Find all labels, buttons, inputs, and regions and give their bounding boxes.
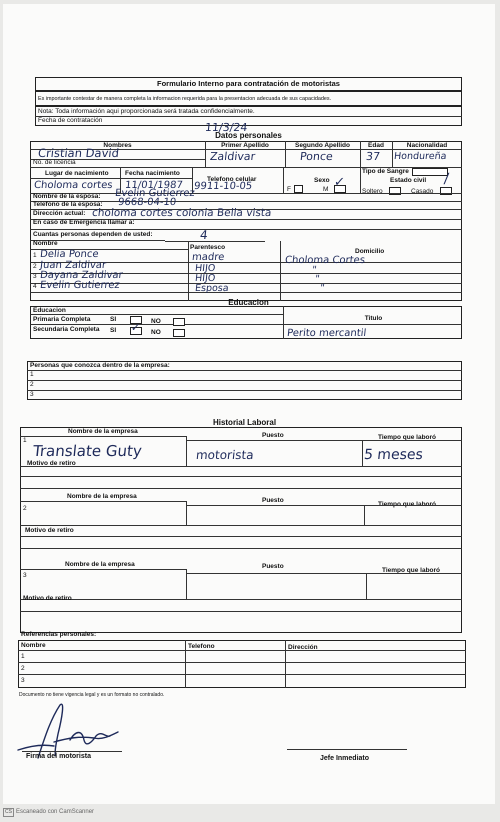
age-value[interactable]: 37 [365, 150, 381, 163]
personal-section-title: Datos personales [215, 131, 282, 140]
row-line [283, 324, 462, 325]
first-surname-header: Primer Apellido [221, 142, 269, 149]
first-surname-value[interactable]: Zaldivar [209, 150, 256, 163]
row-line [20, 476, 462, 477]
dependent-relationship[interactable]: HIJO [194, 273, 216, 284]
supervisor-label: Jefe Inmediato [320, 755, 370, 762]
company-header: Nombre de la empresa [68, 428, 138, 435]
reference-row-number: 1 [21, 653, 25, 660]
row-line [20, 569, 186, 570]
row-line [27, 390, 462, 391]
signature-line [22, 751, 122, 752]
acquaintance-row-number: 2 [30, 381, 34, 388]
second-surname-header: Segundo Apellido [294, 142, 350, 149]
dependent-row-number: 1 [33, 252, 37, 259]
sex-label: Sexo [314, 177, 330, 184]
names-header: Nombres [103, 142, 132, 149]
blood-type-box[interactable] [412, 168, 448, 176]
dependent-address-header: Domicilio [355, 248, 385, 255]
reference-row-number: 3 [21, 677, 25, 684]
hire-date-label: Fecha de contratación [38, 117, 103, 124]
boss-signature-line [287, 749, 407, 750]
row-line [20, 488, 462, 489]
acquaintance-row-number: 1 [30, 371, 34, 378]
married-label: Casado [411, 188, 434, 195]
dependent-name[interactable]: Delia Ponce [39, 249, 100, 260]
birthdate-value[interactable]: 11/01/1987 [124, 180, 184, 191]
row-line [20, 536, 462, 537]
col-line [285, 141, 286, 167]
row-line [186, 573, 462, 574]
col-line [186, 569, 187, 599]
address-value[interactable]: choloma cortes colonia Bella vista [91, 207, 273, 219]
company-header: Nombre de la empresa [67, 493, 137, 500]
col-line [360, 167, 361, 193]
reference-row-number: 2 [21, 665, 25, 672]
position-header: Puesto [262, 563, 284, 570]
secondary-si-label: SI [110, 327, 117, 334]
dependents-value[interactable]: 4 [199, 228, 209, 242]
acquaintance-row-number: 3 [30, 391, 34, 398]
dependent-address[interactable]: " [311, 265, 318, 276]
row-line [30, 178, 192, 179]
education-section-title: Educacion [228, 298, 269, 307]
time-worked-header: Tiempo que laboró [382, 567, 441, 574]
reference-phone-header: Telefono [188, 643, 215, 650]
emergency-label: En caso de Emergencia llamar a: [33, 219, 135, 226]
dependent-row-number: 3 [33, 273, 37, 280]
row-line [30, 229, 462, 230]
phone-value[interactable]: 9911-10-05 [193, 181, 253, 192]
row-line [186, 505, 462, 506]
references-box [18, 640, 466, 688]
names-value[interactable]: Cristian David [37, 146, 120, 160]
row-line [20, 611, 462, 612]
degree-title-header: Titulo [364, 315, 383, 322]
col-line [186, 501, 187, 525]
primary-si-label: SI [110, 316, 117, 323]
references-label: Referencias personales: [21, 631, 97, 638]
row-line [18, 650, 466, 651]
spouse-phone-value[interactable]: 9668-04-10 [117, 197, 177, 208]
sex-m-check-mark: ✓ [333, 175, 346, 190]
retirement-reason-label: Motivo de retiro [23, 595, 72, 602]
row-line [30, 292, 462, 293]
secondary-no-checkbox[interactable] [173, 329, 185, 337]
dependent-name-header: Nombre [33, 240, 58, 247]
primary-complete-label: Primaria Completa [33, 316, 91, 323]
dependent-address[interactable]: Choloma Cortes [284, 255, 366, 266]
legal-disclaimer: Documento no tiene vigencia legal y es un formato no contralado. [19, 692, 165, 698]
row-line [20, 501, 186, 502]
col-line [392, 141, 393, 167]
col-line [285, 640, 286, 688]
dependent-relationship-header: Parentesco [190, 244, 226, 251]
civil-status-label: Estado civil [390, 177, 427, 184]
entry-number: 2 [23, 505, 27, 512]
driver-signature-label: Firma del motorista [26, 753, 91, 760]
primary-no-label: NO [151, 318, 161, 325]
time-worked-header: Tiempo que laboró [378, 501, 437, 508]
dependents-underline [165, 241, 265, 242]
col-line [283, 306, 284, 339]
secondary-si-check-mark: ✓ [130, 321, 141, 334]
nationality-value[interactable]: Hondureña [393, 151, 448, 162]
dependent-relationship[interactable]: Esposa [194, 283, 230, 294]
primary-no-checkbox[interactable] [173, 318, 185, 326]
degree-title-value[interactable]: Perito mercantil [286, 328, 367, 339]
dependent-address[interactable]: " [314, 274, 321, 285]
work-history-section-title: Historial Laboral [212, 418, 277, 427]
sex-f-label: F [287, 186, 291, 193]
birthplace-value[interactable]: Choloma cortes [33, 180, 114, 191]
company-value[interactable]: Translate Guty [32, 442, 143, 460]
company-header: Nombre de la empresa [65, 561, 135, 568]
dependent-row-number: 2 [33, 263, 37, 270]
confidential-note: Nota: Toda información aqui proporcionada será tratada confidencialmente. [38, 108, 255, 115]
col-line [283, 167, 284, 193]
col-line [360, 141, 361, 167]
dependent-relationship[interactable]: madre [191, 252, 225, 263]
hire-date-value[interactable]: 11/3/24 [204, 121, 249, 134]
secondary-complete-label: Secundaria Completa [33, 326, 100, 333]
dependent-address[interactable]: " [319, 283, 326, 294]
retirement-reason-label: Motivo de retiro [25, 527, 74, 534]
row-line [27, 370, 462, 371]
col-line [366, 573, 367, 599]
retirement-reason-label: Motivo de retiro [27, 460, 76, 467]
row-line [20, 599, 462, 600]
dependent-name[interactable]: Juan Zaldivar [39, 260, 107, 271]
spouse-name-label: Nombre de la esposa: [33, 193, 101, 200]
sex-m-label: M [323, 186, 329, 193]
blood-type-label: Tipo de Sangre [362, 168, 409, 175]
row-line [27, 380, 462, 381]
row-line [30, 314, 283, 315]
time-worked-value[interactable]: 5 meses [363, 447, 424, 463]
secondary-no-label: NO [151, 329, 161, 336]
dependent-relationship[interactable]: HIJO [194, 263, 216, 274]
reference-name-header: Nombre [21, 642, 46, 649]
spouse-phone-label: Telefono de la esposa: [33, 201, 103, 208]
row-line [20, 525, 462, 526]
row-line [20, 548, 462, 549]
row-line [186, 440, 462, 441]
education-label: Educacion [33, 307, 66, 314]
scanner-logo: CS [5, 809, 12, 815]
col-line [364, 505, 365, 525]
row-line [18, 662, 466, 663]
address-label: Dirección actual: [33, 210, 86, 217]
scanner-text: Escaneado con CamScanner [16, 809, 95, 815]
second-surname-value[interactable]: Ponce [299, 150, 334, 163]
form-title: Formulario Interno para contratación de motoristas [157, 79, 340, 88]
position-header: Puesto [262, 432, 284, 439]
reference-address-header: Dirección [288, 644, 318, 651]
entry-number: 3 [23, 572, 27, 579]
single-label: Soltero [362, 188, 383, 195]
sex-f-checkbox[interactable] [294, 185, 303, 193]
time-worked-header: Tiempo que laboró [378, 434, 437, 441]
row-line [20, 436, 186, 437]
birthplace-label: Lugar de nacimiento [45, 170, 109, 177]
age-header: Edad [368, 142, 384, 149]
entry-number: 1 [23, 437, 27, 444]
spouse-name-value[interactable]: Evelin Gutierrez [114, 188, 196, 199]
position-value[interactable]: motorista [195, 448, 255, 462]
phone-label: Telefono celular [207, 176, 257, 183]
form-intro: Es importante contestar de manera completa la informacion requerida para la presentacion adecuada de sus capacidades. [38, 96, 332, 102]
dependent-name[interactable]: Evelin Gutierrez [39, 280, 121, 291]
note-divider [35, 116, 462, 117]
position-header: Puesto [262, 497, 284, 504]
dependent-row-number: 4 [33, 283, 37, 290]
row-line [20, 466, 462, 467]
dependent-name[interactable]: Dayana Zaldivar [39, 270, 124, 281]
dependents-label: Cuantas personas dependen de usted: [33, 231, 153, 238]
col-line [205, 141, 206, 167]
married-check-mark: / [443, 171, 450, 187]
col-line [185, 640, 186, 688]
row-line [18, 674, 466, 675]
nationality-header: Nacionalidad [406, 142, 448, 149]
license-label: No. de licencia [33, 159, 76, 166]
acquaintances-label: Personas que conozca dentro de la empresa: [30, 362, 170, 369]
birthdate-label: Fecha nacimiento [125, 170, 180, 177]
